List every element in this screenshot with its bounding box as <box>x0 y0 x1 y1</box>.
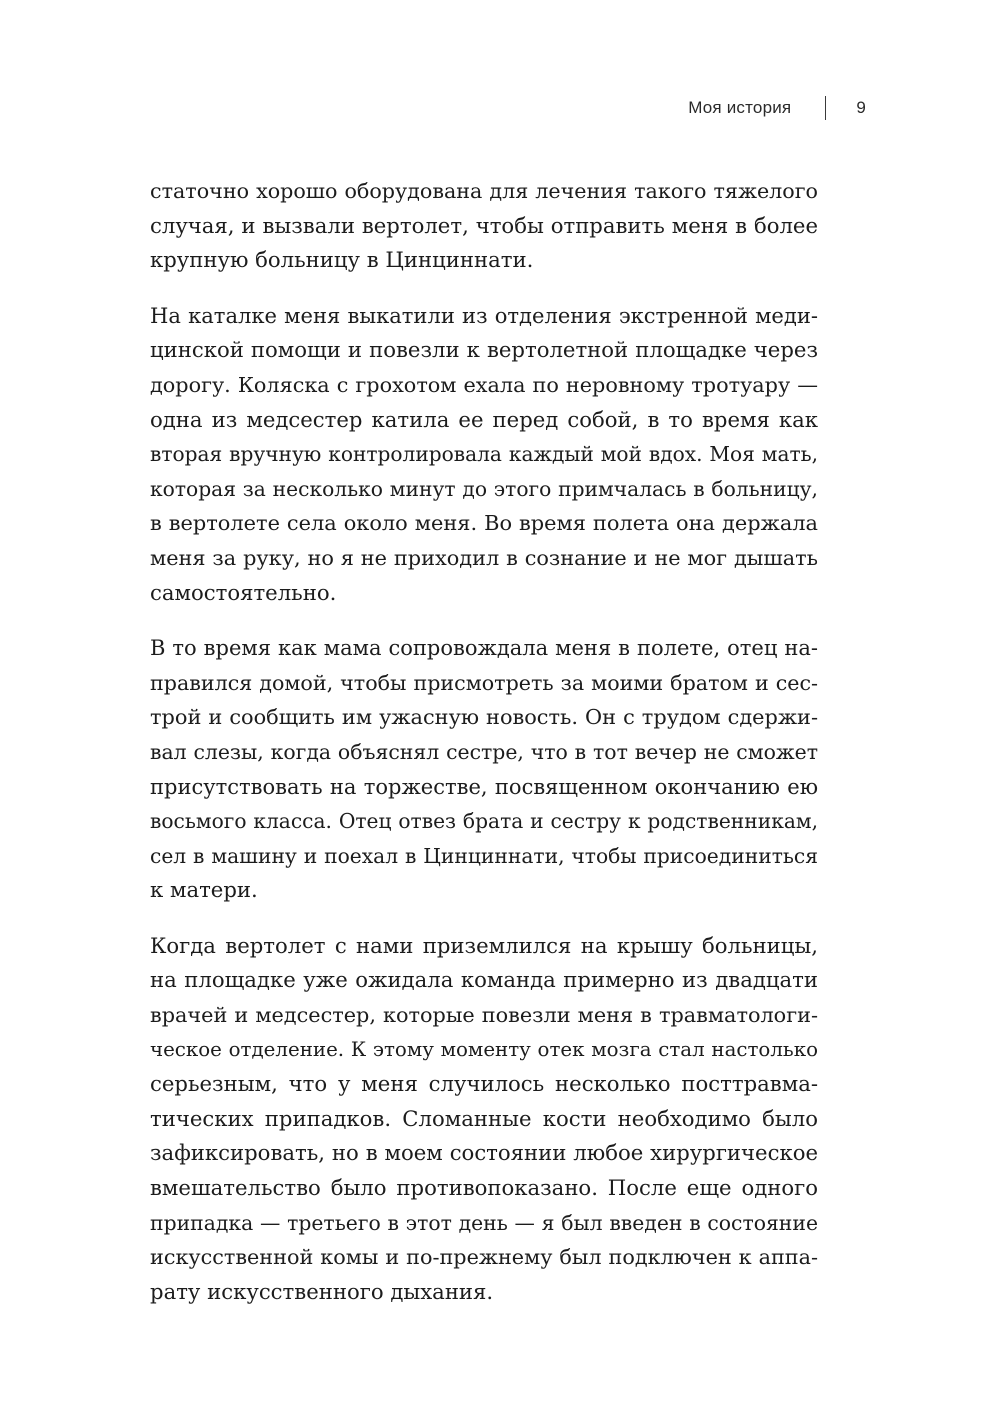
text-line: припадка — третьего в этот день — я был введен в состояние <box>150 1210 818 1235</box>
text-line: крупную больницу в Цинциннати. <box>150 247 534 273</box>
text-line: В то время как мама сопровождала меня в полете, отец на- <box>150 635 818 661</box>
text-line: врачей и медсестер, которые повезли меня в травматологи- <box>150 1003 818 1028</box>
text-line: цинской помощи и повезли к вертолетной площадке через <box>150 337 818 363</box>
page-number: 9 <box>856 98 866 117</box>
text-line: вторая вручную контролировала каждый мой вдох. Моя мать, <box>150 442 818 467</box>
text-line: тических припадков. Сломанные кости необходимо было <box>150 1105 818 1131</box>
paragraph-1 <box>150 174 818 278</box>
paragraph-4 <box>150 929 818 1310</box>
text-line: к матери. <box>150 877 258 903</box>
text-line: самостоятельно. <box>150 579 337 605</box>
text-line: статочно хорошо оборудована для лечения такого тяжелого <box>150 179 818 203</box>
paragraph-2 <box>150 299 818 610</box>
text-line: дорогу. Коляска с грохотом ехала по неровному тротуару — <box>150 372 818 397</box>
section-title: Моя история <box>688 98 792 117</box>
paragraph-3 <box>150 631 818 908</box>
text-line: зафиксировать, но в моем состоянии любое хирургическое <box>150 1140 818 1166</box>
text-line: сел в машину и поехал в Цинциннати, чтобы присоединиться <box>150 843 818 868</box>
text-line: вал слезы, когда объяснял сестре, что в тот вечер не сможет <box>150 739 818 764</box>
text-line: серьезным, что у меня случилось несколько посттравма- <box>150 1071 818 1097</box>
text-line: Когда вертолет с нами приземлился на крышу больницы, <box>150 932 818 958</box>
text-line: присутствовать на торжестве, посвященном окончанию ею <box>150 773 818 799</box>
text-line: вмешательство было противопоказано. После еще одного <box>150 1175 818 1201</box>
header-divider <box>825 96 826 120</box>
text-line: на площадке уже ожидала команда примерно из двадцати <box>150 967 818 993</box>
text-line: которая за несколько минут до этого примчалась в больницу, <box>150 476 818 501</box>
text-line: трой и сообщить им ужасную новость. Он с трудом сдержи- <box>150 705 818 730</box>
text-line: правился домой, чтобы присмотреть за моими братом и сес- <box>150 670 818 695</box>
text-line: На каталке меня выкатили из отделения экстренной меди- <box>150 302 818 328</box>
text-line: восьмого класса. Отец отвез брата и сестру к родственникам, <box>150 809 818 834</box>
text-line: ческое отделение. К этому моменту отек мозга стал настолько <box>150 1037 818 1061</box>
text-line: искусственной комы и по-прежнему был подключен к аппа- <box>150 1245 818 1270</box>
text-line: меня за руку, но я не приходил в сознание и не мог дышать <box>150 545 818 570</box>
text-line: случая, и вызвали вертолет, чтобы отправить меня в более <box>150 212 818 238</box>
body-text <box>150 174 818 1330</box>
text-line: одна из медсестер катила ее перед собой, в то время как <box>150 406 818 432</box>
text-line: рату искусственного дыхания. <box>150 1278 494 1304</box>
text-line: в вертолете села около меня. Во время полета она держала <box>150 511 818 536</box>
running-header <box>688 96 866 120</box>
